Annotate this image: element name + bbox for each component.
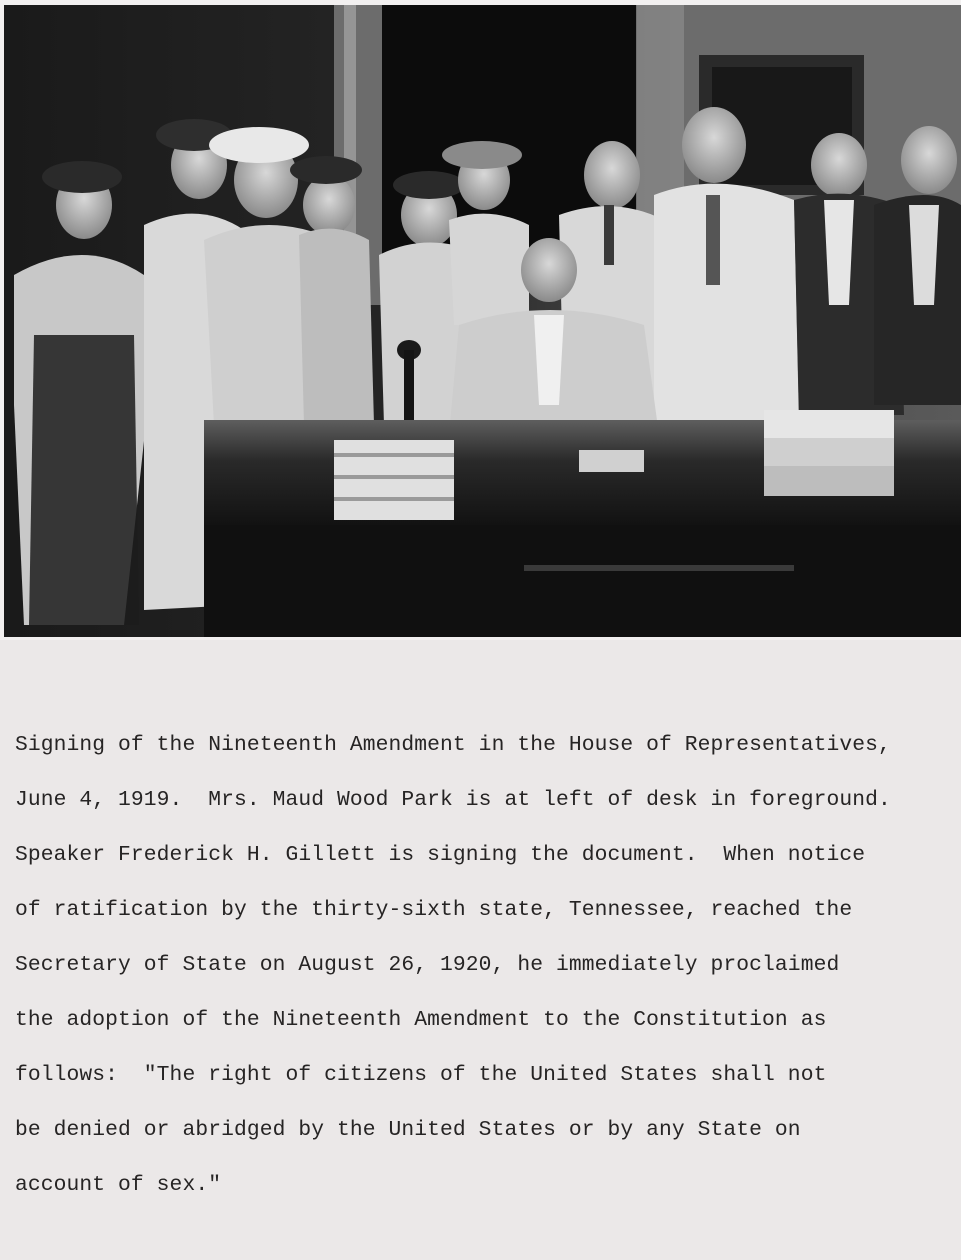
photo-caption: [15, 718, 950, 1213]
caption-line: account of sex.": [15, 1173, 222, 1197]
caption-line: the adoption of the Nineteenth Amendment to the Constitution as: [15, 1008, 827, 1032]
caption-line: be denied or abridged by the United States or by any State on: [15, 1118, 801, 1142]
caption-line: of ratification by the thirty-sixth state, Tennessee, reached the: [15, 898, 853, 922]
caption-line: June 4, 1919. Mrs. Maud Wood Park is at left of desk in foreground.: [15, 788, 891, 812]
caption-line: Signing of the Nineteenth Amendment in the House of Representatives,: [15, 733, 891, 757]
caption-line: Secretary of State on August 26, 1920, he immediately proclaimed: [15, 953, 840, 977]
archival-photograph: [4, 5, 961, 637]
desk: [204, 410, 961, 637]
caption-line: follows: "The right of citizens of the United States shall not: [15, 1063, 827, 1087]
caption-line: Speaker Frederick H. Gillett is signing the document. When notice: [15, 843, 866, 867]
